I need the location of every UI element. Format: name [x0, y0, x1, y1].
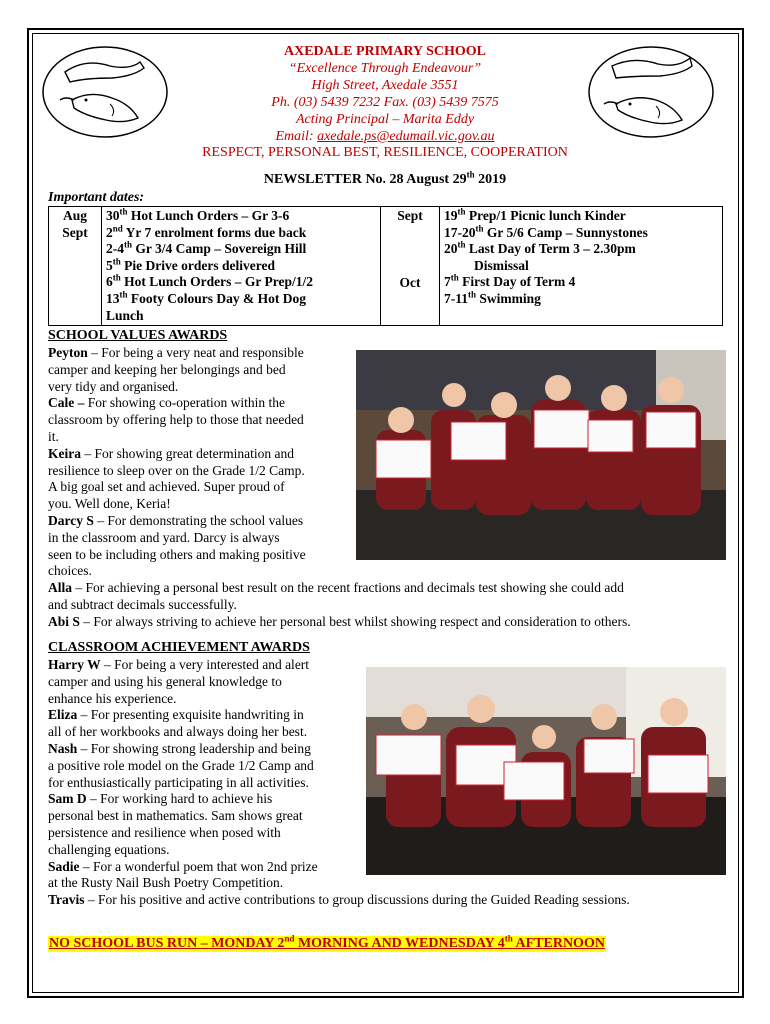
- award-line: camper and keeping her belongings and bed: [48, 361, 286, 377]
- award-line: choices.: [48, 563, 92, 579]
- dates-left-months: [49, 207, 102, 326]
- award-line: classroom by offering help to those that needed: [48, 412, 304, 428]
- date-event: 19th Prep/1 Picnic lunch Kinder: [444, 206, 626, 223]
- newsletter-title-text: NEWSLETTER No. 28 August 29: [263, 172, 467, 187]
- school-values: RESPECT, PERSONAL BEST, RESILIENCE, COOPERATION: [202, 145, 568, 160]
- award-line: very tidy and organised.: [48, 378, 179, 394]
- award-line: camper and using his general knowledge to: [48, 673, 282, 689]
- award-line: challenging equations.: [48, 841, 170, 857]
- newsletter-title-sup: th: [466, 169, 475, 180]
- award-line: Peyton – For being a very neat and responsible: [48, 345, 304, 360]
- award-line: enhance his experience.: [48, 690, 177, 706]
- date-event: 5th Pie Drive orders delivered: [106, 256, 275, 273]
- important-dates-label: Important dates:: [48, 190, 145, 205]
- award-line: you. Well done, Keria!: [48, 496, 171, 512]
- award-line: Eliza – For presenting exquisite handwriting in: [48, 707, 304, 723]
- dates-right-months: [381, 207, 440, 326]
- award-line: seen to be including others and making positive: [48, 546, 306, 562]
- acting-principal: Acting Principal – Marita Eddy: [295, 112, 475, 127]
- school-motto: “Excellence Through Endeavour”: [288, 61, 482, 76]
- month-label: Sept: [62, 224, 88, 240]
- award-line: Keira – For showing great determination and: [48, 445, 294, 461]
- award-line: Cale – For showing co-operation within the: [48, 395, 285, 411]
- date-event: 6th Hot Lunch Orders – Gr Prep/1/2: [106, 272, 314, 290]
- month-label: Sept: [397, 208, 423, 223]
- school-header: [150, 43, 620, 145]
- group-photo-icon: [366, 667, 726, 875]
- newsletter-title: [200, 169, 570, 188]
- school-email-line: [150, 128, 620, 145]
- date-event: 2nd Yr 7 enrolment forms due back: [106, 223, 307, 240]
- award-line: it.: [48, 428, 59, 444]
- important-dates-table: [48, 206, 723, 326]
- group-photo-icon: [356, 350, 726, 560]
- award-line: Harry W – For being a very interested and alert: [48, 657, 310, 672]
- award-line: Nash – For showing strong leadership and being: [48, 740, 311, 756]
- classroom-awards-title: CLASSROOM ACHIEVEMENT AWARDS: [48, 640, 310, 655]
- bus-run-notice: NO SCHOOL BUS RUN – MONDAY 2nd MORNING AND WEDNESDAY 4th AFTERNOON: [49, 933, 605, 951]
- date-event: Lunch: [106, 307, 144, 323]
- dates-right-events: [440, 207, 723, 326]
- award-line: for enthusiastically participating in all activities.: [48, 774, 309, 790]
- award-line: Abi S – For always striving to achieve her personal best whilst showing respect and consideration to others.: [48, 613, 631, 629]
- award-line: Alla – For achieving a personal best result on the recent fractions and decimals test showing she could add: [48, 580, 624, 596]
- award-line: Sam D – For working hard to achieve his: [48, 791, 273, 807]
- award-line: all of her workbooks and always doing her best.: [48, 724, 308, 740]
- newsletter-title-year: 2019: [474, 172, 507, 187]
- month-label: Aug: [62, 208, 87, 223]
- date-event: 13th Footy Colours Day & Hot Dog: [106, 289, 307, 306]
- date-event: 7th First Day of Term 4: [444, 272, 576, 290]
- award-line: personal best in mathematics. Sam shows great: [48, 808, 303, 824]
- date-event: Dismissal: [474, 257, 529, 273]
- school-values-title: SCHOOL VALUES AWARDS: [48, 328, 228, 343]
- date-event: 7-11th Swimming: [444, 289, 541, 306]
- award-line: resilience to sleep over on the Grade 1/2 Camp.: [48, 462, 305, 478]
- award-line: a positive role model on the Grade 1/2 Camp and: [48, 757, 314, 773]
- award-line: at the Rusty Nail Bush Poetry Competition.: [48, 875, 284, 891]
- date-event: 30th Hot Lunch Orders – Gr 3-6: [106, 206, 290, 223]
- date-event: 2-4th Gr 3/4 Camp – Sovereign Hill: [106, 239, 307, 257]
- award-line: in the classroom and yard. Darcy is always: [48, 529, 280, 545]
- award-line: Travis – For his positive and active contributions to group discussions during the Guided Reading sessions.: [48, 892, 630, 908]
- date-event: 17-20th Gr 5/6 Camp – Sunnystones: [444, 223, 648, 240]
- email-link[interactable]: axedale.ps@edumail.vic.gov.au: [317, 129, 495, 144]
- month-label: Oct: [399, 274, 421, 290]
- award-line: persistence and resilience when posed with: [48, 824, 281, 840]
- award-line: Sadie – For a wonderful poem that won 2nd prize: [48, 858, 318, 874]
- school-phone-fax: Ph. (03) 5439 7232 Fax. (03) 5439 7575: [271, 95, 499, 110]
- email-label: Email:: [275, 129, 318, 144]
- award-line: and subtract decimals successfully.: [48, 596, 237, 612]
- school-address: High Street, Axedale 3551: [311, 78, 459, 93]
- award-line: Darcy S – For demonstrating the school values: [48, 512, 304, 528]
- date-event: 20th Last Day of Term 3 – 2.30pm: [444, 239, 636, 257]
- school-name: AXEDALE PRIMARY SCHOOL: [283, 44, 486, 59]
- award-line: A big goal set and achieved. Super proud of: [48, 479, 285, 495]
- dates-left-events: [102, 207, 381, 326]
